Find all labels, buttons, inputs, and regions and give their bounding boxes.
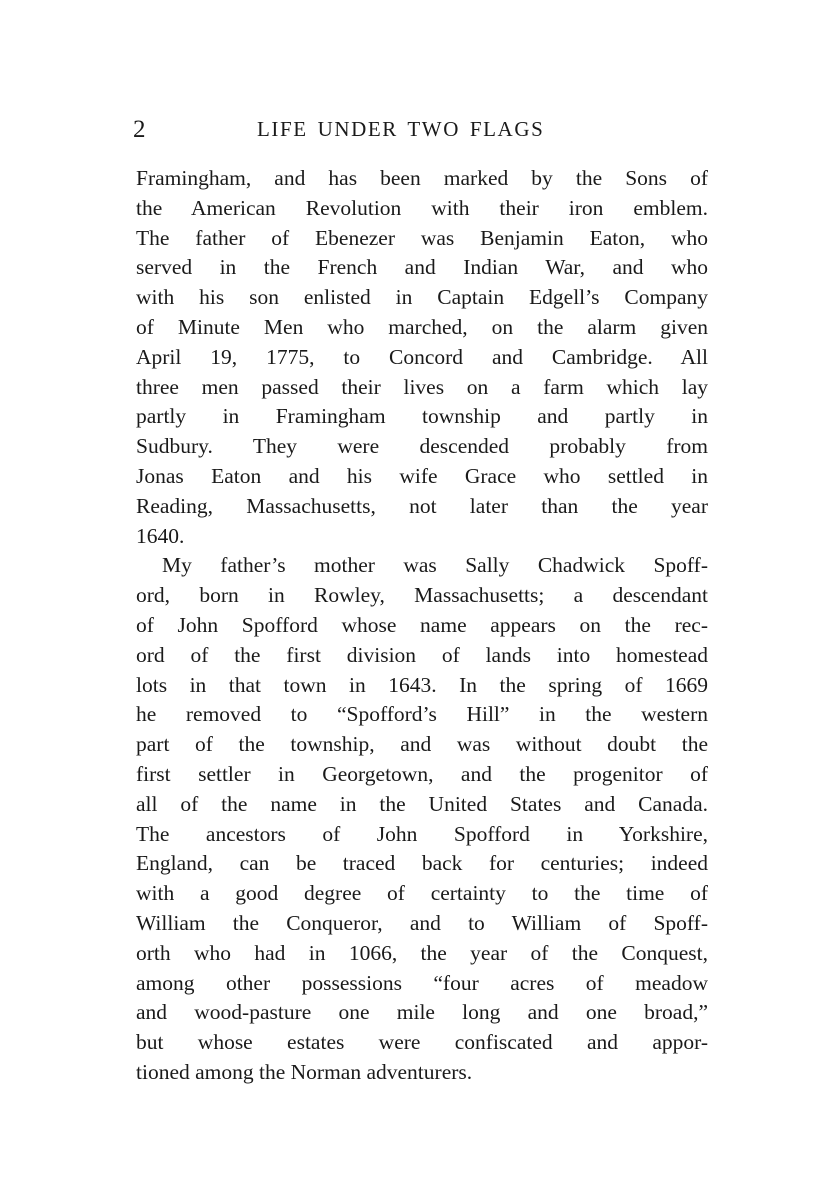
text-line: he removed to “Spofford’s Hill” in the western	[136, 702, 708, 727]
text-line: Reading, Massachusetts, not later than the year	[136, 493, 708, 518]
text-line: of John Spofford whose name appears on the rec-	[136, 612, 708, 637]
paragraph	[136, 551, 708, 1087]
text-line: Jonas Eaton and his wife Grace who settled in	[136, 463, 708, 488]
text-line: Framingham, and has been marked by the Sons of	[136, 166, 708, 190]
text-line: with a good degree of certainty to the time of	[136, 881, 708, 906]
text-line: tioned among the Norman adventurers.	[136, 1059, 473, 1084]
running-head: LIFE UNDER TWO FLAGS	[257, 117, 545, 141]
text-line: all of the name in the United States and Canada.	[136, 791, 708, 816]
text-line: ord, born in Rowley, Massachusetts; a descendant	[136, 583, 708, 608]
text-line: the American Revolution with their iron emblem.	[136, 195, 708, 220]
text-line: three men passed their lives on a farm which lay	[136, 374, 708, 399]
text-line: April 19, 1775, to Concord and Cambridge. All	[136, 344, 708, 369]
paragraph	[136, 164, 708, 551]
text-line: but whose estates were confiscated and appor-	[136, 1030, 708, 1055]
text-line: lots in that town in 1643. In the spring of 1669	[136, 672, 708, 697]
text-line: The father of Ebenezer was Benjamin Eaton, who	[136, 225, 708, 250]
page-header	[133, 116, 713, 150]
text-line: part of the township, and was without doubt the	[136, 732, 708, 757]
text-line: partly in Framingham township and partly in	[136, 404, 708, 429]
text-line: with his son enlisted in Captain Edgell’s Company	[136, 285, 708, 310]
text-line: My father’s mother was Sally Chadwick Spoff-	[162, 553, 708, 578]
text-line: and wood-pasture one mile long and one broad,”	[136, 1000, 708, 1025]
text-line: 1640.	[136, 523, 185, 548]
text-line: William the Conqueror, and to William of Spoff-	[136, 910, 708, 935]
text-line: orth who had in 1066, the year of the Conquest,	[136, 940, 708, 965]
page-number: 2	[133, 116, 146, 143]
text-line: first settler in Georgetown, and the progenitor of	[136, 761, 708, 786]
text-line: of Minute Men who marched, on the alarm given	[136, 314, 708, 339]
text-line: among other possessions “four acres of meadow	[136, 970, 708, 995]
text-line: ord of the first division of lands into homestead	[136, 642, 708, 667]
body-text	[136, 164, 708, 1088]
text-line: served in the French and Indian War, and who	[136, 255, 708, 280]
text-line: England, can be traced back for centuries; indeed	[136, 851, 708, 876]
text-line: Sudbury. They were descended probably from	[136, 434, 708, 459]
text-line: The ancestors of John Spofford in Yorkshire,	[136, 821, 708, 846]
